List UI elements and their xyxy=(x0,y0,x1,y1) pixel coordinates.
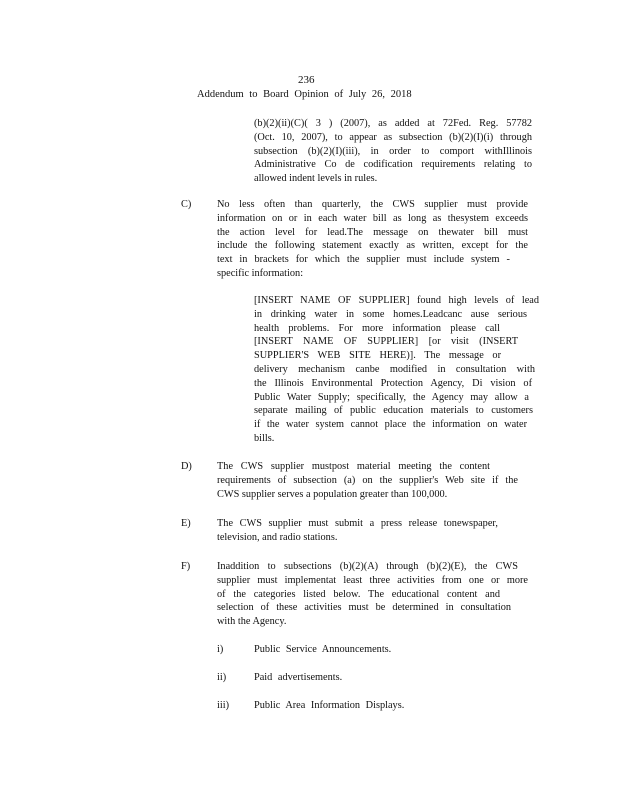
text-line: Public Water Supply; specifically, the Agency may allow a xyxy=(254,391,529,403)
text-line: subsection (b)(2)(I)(iii), in order to comport withIllinois xyxy=(254,145,532,157)
text-line: (b)(2)(ii)(C)( 3 ) (2007), as added at 72Fed. Reg. 57782 xyxy=(254,118,532,129)
text-line: allowed indent levels in rules. xyxy=(254,173,378,185)
item-f-label: F) xyxy=(181,561,191,572)
text-line: The CWS supplier mustpost material meeting the content xyxy=(217,461,490,472)
text-line: separate mailing of public education materials to customers xyxy=(254,405,533,417)
text-line: television, and radio stations. xyxy=(217,531,338,543)
subitem-label: ii) xyxy=(217,672,227,683)
text-line: specific information: xyxy=(217,268,304,279)
subitem-text: Public Area Information Displays. xyxy=(254,700,405,711)
subitem-text: Public Service Announcements. xyxy=(254,644,392,655)
item-c-label: C) xyxy=(181,199,192,210)
text-line: Administrative Co de codification requirements relating to xyxy=(254,159,532,171)
text-line: requirements of subsection (a) on the supplier's Web site if the xyxy=(217,474,518,486)
page-number: 236 xyxy=(298,74,315,86)
text-line: of the categories listed below. The educational content and xyxy=(217,588,500,600)
text-line: bills. xyxy=(254,433,275,444)
item-d-label: D) xyxy=(181,461,192,472)
subitem-label: i) xyxy=(217,644,224,655)
text-line: text in brackets for which the supplier must include system - xyxy=(217,254,510,266)
text-line: delivery mechanism canbe modified in consultation with xyxy=(254,364,535,375)
text-line: if the water system cannot place the information on water xyxy=(254,419,527,431)
subitem-text: Paid advertisements. xyxy=(254,672,343,683)
text-line: SUPPLIER'S WEB SITE HERE)]. The message or xyxy=(254,350,501,362)
text-line: the action level for lead.The message on thewater bill must xyxy=(217,226,528,238)
subitem-label: iii) xyxy=(217,700,230,711)
text-line: health problems. For more information please call xyxy=(254,322,500,334)
text-line: Inaddition to subsections (b)(2)(A) through (b)(2)(E), the CWS xyxy=(217,561,518,572)
text-line: The CWS supplier must submit a press release tonewspaper, xyxy=(217,518,498,529)
text-line: the Illinois Environmental Protection Agency, Di vision of xyxy=(254,377,532,389)
text-line: [INSERT NAME OF SUPPLIER] [or visit (INSERT xyxy=(254,336,518,348)
text-line: with the Agency. xyxy=(217,616,287,628)
text-line: in drinking water in some homes.Leadcanc ause serious xyxy=(254,308,527,320)
text-line: information on or in each water bill as long as thesystem exceeds xyxy=(217,212,528,224)
text-line: supplier must implementat least three activities from one or more xyxy=(217,574,528,586)
text-line: (Oct. 10, 2007), to appear as subsection (b)(2)(I)(i) through xyxy=(254,131,532,143)
text-line: No less often than quarterly, the CWS supplier must provide xyxy=(217,199,528,210)
text-line: include the following statement exactly as written, except for the xyxy=(217,240,528,252)
item-e-label: E) xyxy=(181,518,191,529)
text-line: selection of these activities must be determined in consultation xyxy=(217,602,511,614)
page-header-title: Addendum to Board Opinion of July 26, 2018 xyxy=(197,89,412,100)
text-line: CWS supplier serves a population greater than 100,000. xyxy=(217,488,448,500)
text-line: [INSERT NAME OF SUPPLIER] found high levels of lead xyxy=(254,295,539,306)
